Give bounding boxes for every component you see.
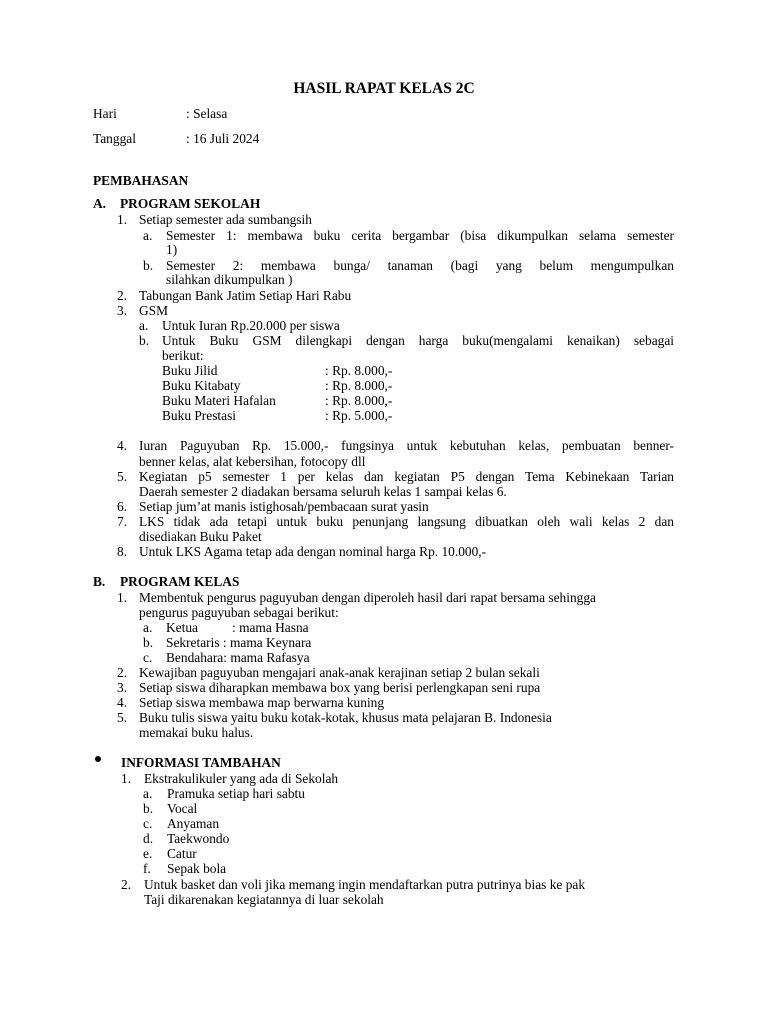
list-letter: a. (143, 228, 153, 243)
list-item: Kegiatan p5 semester 1 per kelas dan kegiatan P5 dengan Tema Kebinekaan Tarian (139, 469, 674, 484)
book-price: : Rp. 8.000,- (325, 393, 393, 408)
list-number: 4. (117, 438, 128, 453)
extracurricular-item: Taekwondo (167, 831, 230, 846)
list-number: 4. (117, 695, 128, 710)
list-item: Untuk Iuran Rp.20.000 per siswa (162, 318, 340, 333)
list-item: Setiap siswa diharapkan membawa box yang berisi perlengkapan seni rupa (139, 680, 541, 695)
list-item: Untuk basket dan voli jika memang ingin mendaftarkan putra putrinya bias ke pak (144, 877, 586, 892)
book-name: Buku Prestasi (162, 408, 237, 423)
list-letter: a. (143, 786, 153, 801)
list-letter: b. (143, 801, 154, 816)
list-number: 2. (121, 877, 132, 892)
hari-value: : Selasa (186, 106, 228, 121)
section-c-heading: INFORMASI TAMBAHAN (121, 755, 281, 770)
list-item: Buku tulis siswa yaitu buku kotak-kotak, khusus mata pelajaran B. Indonesia (139, 710, 552, 725)
book-price: : Rp. 8.000,- (325, 363, 393, 378)
list-item: Kewajiban paguyuban mengajari anak-anak kerajinan setiap 2 bulan sekali (139, 665, 540, 680)
list-item: Tabungan Bank Jatim Setiap Hari Rabu (139, 288, 352, 303)
list-number: 7. (117, 514, 128, 529)
list-item: GSM (139, 303, 169, 318)
list-item: Bendahara: mama Rafasya (166, 650, 310, 665)
list-letter: a. (143, 620, 153, 635)
list-item: Semester 1: membawa buku cerita bergambar (bisa dikumpulkan selama semester (166, 228, 674, 243)
list-item-cont: Taji dikarenakan kegiatannya di luar sekolah (144, 892, 384, 907)
list-number: 8. (117, 544, 128, 559)
book-price: : Rp. 8.000,- (325, 378, 393, 393)
officer-value: : mama Hasna (232, 620, 309, 635)
list-number: 1. (117, 590, 128, 605)
list-letter: a. (139, 318, 149, 333)
list-letter: b. (139, 333, 150, 348)
section-a-heading: PROGRAM SEKOLAH (120, 196, 261, 211)
list-number: 5. (117, 469, 128, 484)
list-number: 5. (117, 710, 128, 725)
extracurricular-item: Pramuka setiap hari sabtu (167, 786, 305, 801)
list-item-cont: silahkan dikumpulkan ) (166, 272, 293, 287)
list-number: 3. (117, 680, 128, 695)
extracurricular-item: Sepak bola (167, 861, 227, 876)
list-letter: b. (143, 635, 154, 650)
list-item: Untuk LKS Agama tetap ada dengan nominal harga Rp. 10.000,- (139, 544, 487, 559)
pembahasan-heading: PEMBAHASAN (93, 173, 189, 188)
list-letter: d. (143, 831, 154, 846)
book-price: : Rp. 5.000,- (325, 408, 393, 423)
section-b-heading: PROGRAM KELAS (120, 574, 240, 589)
extracurricular-item: Catur (167, 846, 197, 861)
list-item: LKS tidak ada tetapi untuk buku penunjang langsung dibuatkan oleh wali kelas 2 dan (139, 514, 674, 529)
list-letter: b. (143, 258, 154, 273)
book-name: Buku Kitabaty (162, 378, 241, 393)
tanggal-label: Tanggal (93, 131, 136, 146)
list-item-cont: memakai buku halus. (139, 725, 254, 740)
list-item-cont: 1) (166, 242, 178, 257)
list-item: Setiap jum’at manis istighosah/pembacaan surat yasin (139, 499, 429, 514)
tanggal-value: : 16 Juli 2024 (186, 131, 260, 146)
hari-label: Hari (93, 106, 117, 121)
list-letter: f. (143, 861, 151, 876)
officer-label: Ketua (166, 620, 198, 635)
list-item-cont: Daerah semester 2 diadakan bersama seluruh kelas 1 sampai kelas 6. (139, 484, 507, 499)
list-item-cont: benner kelas, alat kebersihan, fotocopy dll (139, 454, 366, 469)
list-letter: c. (143, 816, 153, 831)
list-item: Semester 2: membawa bunga/ tanaman (bagi yang belum mengumpulkan (166, 258, 674, 273)
list-number: 2. (117, 665, 128, 680)
list-item: Setiap semester ada sumbangsih (139, 212, 312, 227)
extracurricular-item: Anyaman (167, 816, 220, 831)
list-item: Setiap siswa membawa map berwarna kuning (139, 695, 385, 710)
list-letter: c. (143, 650, 153, 665)
list-item: Membentuk pengurus paguyuban dengan diperoleh hasil dari rapat bersama sehingga (139, 590, 597, 605)
list-letter: e. (143, 846, 153, 861)
list-item-cont: disediakan Buku Paket (139, 529, 262, 544)
bullet-icon (95, 756, 101, 762)
list-number: 3. (117, 303, 128, 318)
section-a-marker: A. (93, 196, 107, 211)
list-item: Ekstrakulikuler yang ada di Sekolah (144, 771, 339, 786)
list-number: 1. (121, 771, 132, 786)
list-item-cont: berikut: (162, 348, 204, 363)
book-name: Buku Jilid (162, 363, 218, 378)
list-number: 1. (117, 212, 128, 227)
list-item: Untuk Buku GSM dilengkapi dengan harga buku(mengalami kenaikan) sebagai (162, 333, 674, 348)
section-b-marker: B. (93, 574, 106, 589)
list-item: Iuran Paguyuban Rp. 15.000,- fungsinya untuk kebutuhan kelas, pembuatan benner- (139, 438, 674, 453)
book-name: Buku Materi Hafalan (162, 393, 276, 408)
list-number: 2. (117, 288, 128, 303)
list-item: Sekretaris : mama Keynara (166, 635, 312, 650)
extracurricular-item: Vocal (167, 801, 198, 816)
document-title: HASIL RAPAT KELAS 2C (293, 80, 475, 97)
list-number: 6. (117, 499, 128, 514)
list-item-cont: pengurus paguyuban sebagai berikut: (139, 605, 339, 620)
